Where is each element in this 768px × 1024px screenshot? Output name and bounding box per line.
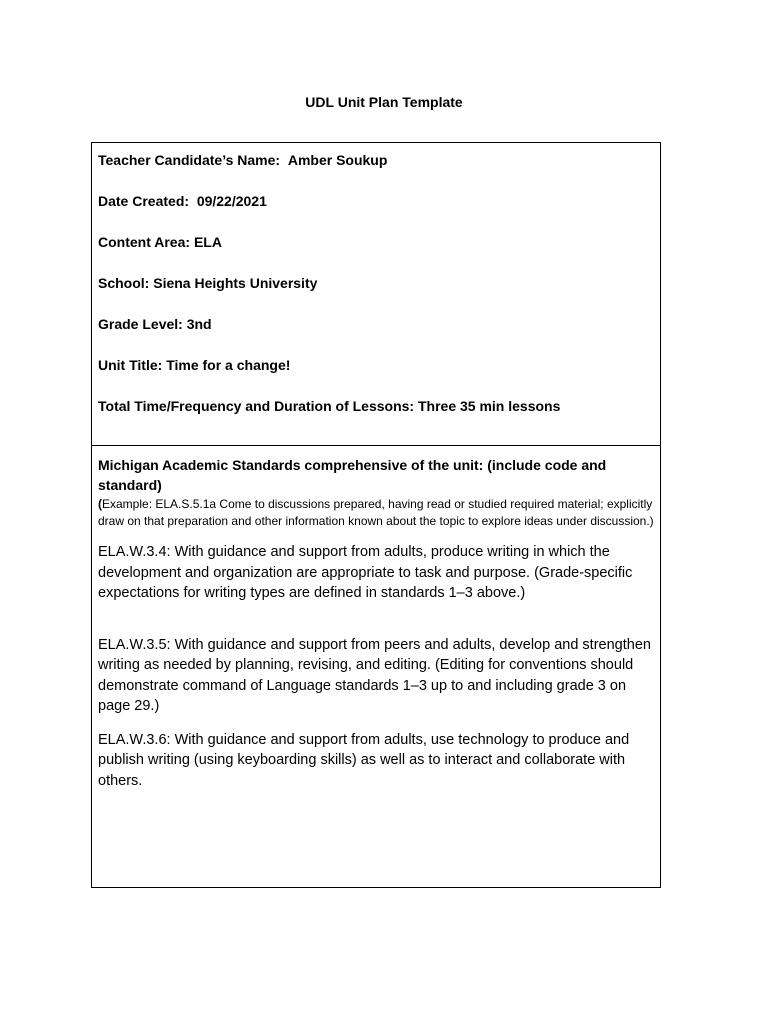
- standards-heading: Michigan Academic Standards comprehensive of the unit: (include code and standard): [98, 457, 607, 493]
- standard-item: ELA.W.3.4: With guidance and support from adults, produce writing in which the development and organization are appropriate to task and purpose. (Grade-specific expectations for writing types are defined in standards 1–3 above.): [98, 544, 633, 601]
- unit-title-line: [98, 357, 654, 374]
- standards-cell: [92, 446, 660, 887]
- teacher-name-label: Teacher Candidate’s Name:: [98, 152, 281, 168]
- content-area-value: ELA: [193, 234, 222, 250]
- date-created-label: Date Created:: [98, 193, 190, 209]
- teacher-name-line: [98, 152, 654, 169]
- school-line: [98, 275, 654, 292]
- unit-info-cell: [92, 143, 660, 446]
- total-time-label: Total Time/Frequency and Duration of Lessons:: [98, 398, 415, 414]
- school-value: Siena Heights University: [153, 275, 318, 291]
- example-open-paren: (: [98, 497, 102, 511]
- unit-title-label: Unit Title:: [98, 357, 163, 373]
- teacher-name-value: Amber Soukup: [287, 152, 388, 168]
- document-title: UDL Unit Plan Template: [305, 94, 463, 110]
- grade-level-label: Grade Level:: [98, 316, 183, 332]
- content-area-label: Content Area:: [98, 234, 191, 250]
- school-label: School:: [98, 275, 150, 291]
- example-text: Example: ELA.S.5.1a Come to discussions prepared, having read or studied required material; explicitly draw on that preparation and other information known about the topic to explore ideas under discussion.): [98, 497, 654, 528]
- date-created-value: 09/22/2021: [196, 193, 267, 209]
- grade-level-value: 3nd: [186, 316, 212, 332]
- standards-example: [98, 496, 654, 530]
- grade-level-line: [98, 316, 654, 333]
- unit-plan-table: [91, 142, 661, 888]
- standard-item: ELA.W.3.6: With guidance and support from adults, use technology to produce and publish writing (using keyboarding skills) as well as to interact and collaborate with others.: [98, 731, 630, 789]
- total-time-value: Three 35 min lessons: [417, 398, 561, 414]
- standard-item: ELA.W.3.5: With guidance and support from peers and adults, develop and strengthen writing as needed by planning, revising, and editing. (Editing for conventions should demonstrate command of Language standards 1–3 up to and including grade 3 on page 29.): [98, 636, 651, 714]
- unit-title-value: Time for a change!: [166, 357, 291, 373]
- content-area-line: [98, 234, 654, 251]
- date-created-line: [98, 193, 654, 210]
- total-time-line: [98, 398, 654, 415]
